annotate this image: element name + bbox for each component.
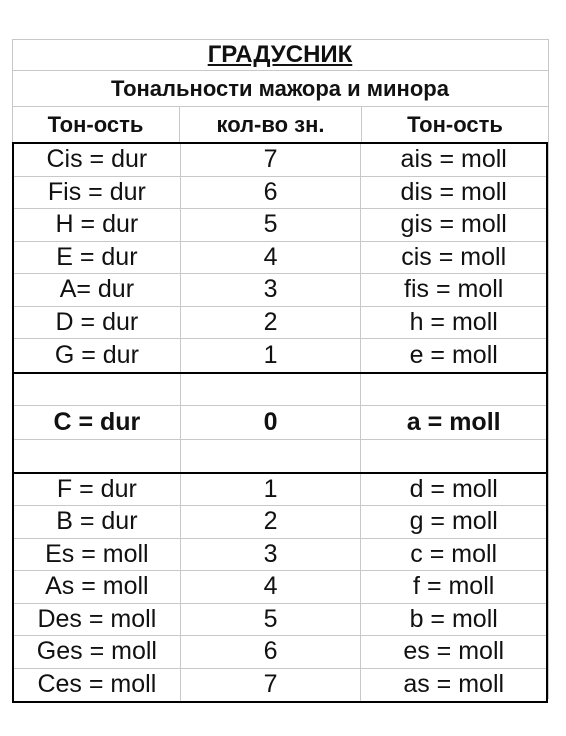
accidental-count: 2: [181, 506, 362, 538]
table-row: [14, 242, 546, 275]
table-right-border: [548, 39, 549, 699]
empty-cell: [181, 374, 362, 405]
major-key: Des = moll: [14, 604, 181, 636]
accidental-count: 5: [181, 604, 362, 636]
major-key: Fis = dur: [14, 177, 181, 209]
major-key: As = moll: [14, 571, 181, 603]
table-subtitle: [12, 71, 548, 107]
accidental-count: 1: [181, 339, 362, 372]
minor-key: h = moll: [409, 307, 498, 336]
sharp-keys-block: [12, 142, 548, 374]
major-key: F = dur: [14, 474, 181, 506]
spacer-row: [14, 440, 546, 472]
accidental-count: 1: [181, 474, 362, 506]
minor-key: cis = moll: [401, 242, 507, 271]
accidental-count: 4: [181, 242, 362, 274]
minor-key: f = moll: [413, 572, 495, 601]
minor-key: es = moll: [403, 637, 505, 666]
accidental-count: 6: [181, 636, 362, 668]
header-major: Тон-ость: [12, 107, 180, 142]
accidental-count: 4: [181, 571, 362, 603]
minor-key: fis = moll: [404, 275, 504, 304]
accidental-count: 2: [181, 307, 362, 339]
table-row: [14, 506, 546, 539]
accidental-count: 3: [181, 539, 362, 571]
table-row: [14, 144, 546, 177]
table-row: [14, 636, 546, 669]
empty-cell: [14, 440, 181, 472]
accidental-count: 6: [181, 177, 362, 209]
minor-key: d = moll: [409, 474, 498, 503]
major-key: C = dur: [14, 406, 181, 439]
table-row: [14, 474, 546, 507]
table-row: [14, 406, 546, 440]
empty-cell: [361, 440, 546, 472]
header-minor: Тон-ость: [407, 111, 503, 137]
major-key: Ges = moll: [14, 636, 181, 668]
table-row: [14, 539, 546, 572]
table-title-text: ГРАДУСНИК: [207, 41, 353, 68]
table-row: [14, 339, 546, 372]
major-key: Cis = dur: [14, 144, 181, 176]
header-row: [12, 107, 548, 142]
table-row: [14, 307, 546, 340]
minor-key: c = moll: [410, 539, 498, 568]
table-title: [12, 39, 548, 71]
table-row: [14, 669, 546, 702]
minor-key: b = moll: [409, 604, 498, 633]
major-key: A= dur: [14, 274, 181, 306]
table-row: [14, 571, 546, 604]
header-accidentals: кол-во зн.: [180, 107, 362, 142]
flat-keys-block: [12, 474, 548, 704]
major-key: Ces = moll: [14, 669, 181, 702]
minor-key: dis = moll: [400, 177, 507, 206]
empty-cell: [361, 374, 546, 405]
table-subtitle-text: Тональности мажора и минора: [111, 75, 449, 101]
major-key: G = dur: [14, 339, 181, 372]
minor-key: ais = moll: [400, 145, 507, 174]
major-key: H = dur: [14, 209, 181, 241]
minor-key: a = moll: [406, 407, 501, 436]
minor-key: as = moll: [403, 670, 505, 699]
table-row: [14, 274, 546, 307]
table-row: [14, 209, 546, 242]
major-key: B = dur: [14, 506, 181, 538]
accidental-count: 7: [181, 669, 362, 702]
major-key: D = dur: [14, 307, 181, 339]
accidental-count: 5: [181, 209, 362, 241]
minor-key: g = moll: [409, 507, 498, 536]
spacer-row: [14, 374, 546, 406]
minor-key: gis = moll: [400, 210, 507, 239]
natural-key-block: [12, 374, 548, 474]
minor-key: e = moll: [409, 340, 498, 369]
accidental-count: 3: [181, 274, 362, 306]
major-key: Es = moll: [14, 539, 181, 571]
accidental-count: 0: [181, 406, 362, 439]
key-signature-table: [12, 39, 548, 703]
accidental-count: 7: [181, 144, 362, 176]
major-key: E = dur: [14, 242, 181, 274]
table-row: [14, 604, 546, 637]
table-row: [14, 177, 546, 210]
empty-cell: [14, 374, 181, 405]
empty-cell: [181, 440, 362, 472]
